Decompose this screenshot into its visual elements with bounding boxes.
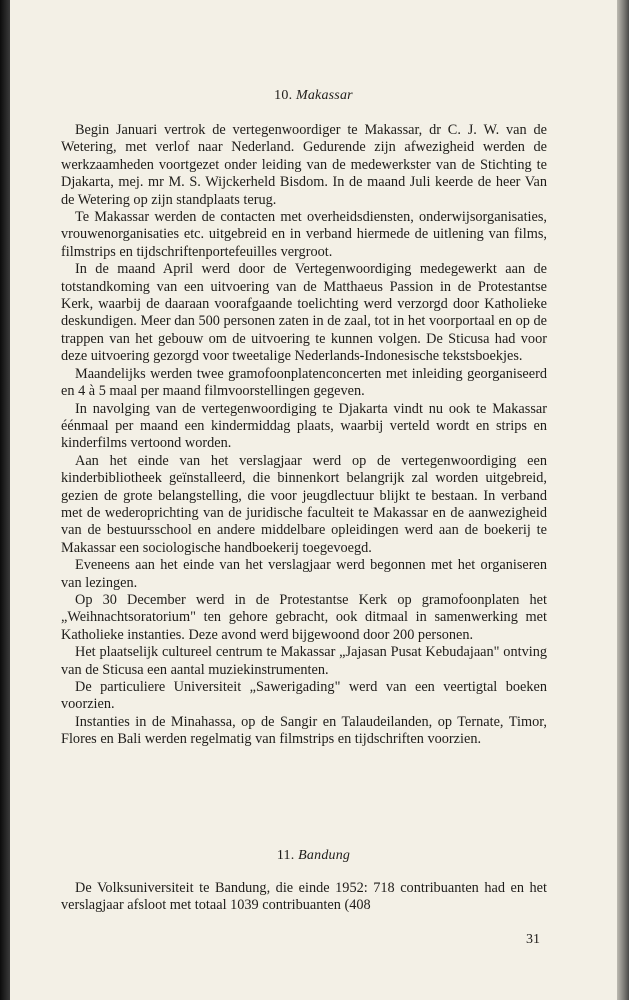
section-number: 11. [276,848,295,863]
paragraph: Te Makassar werden de contacten met overheidsdiensten, onderwijsorganisaties, vrouwenorganisaties etc. uitgebreid en in verband hiermede de uitlening van films, filmstrips en tijdschriftenportefeuilles vergroot. [61,209,547,260]
paragraph: De particuliere Universiteit „Sawerigading" werd van een veertigtal boeken voorzien. [61,679,547,713]
scan-left-edge [0,0,10,1000]
scan-right-edge [617,0,629,1000]
paragraph: Aan het einde van het verslagjaar werd op de vertegenwoordiging een kinderbibliotheek geïnstalleerd, die binnenkort belangrijk zal worden uitgebreid, gezien de grote belangstelling, die voor jeugdlectuur blijkt te bestaan. In verband met de wederoprichting van de juridische faculteit te Makassar en de aanwezigheid van de bestuursschool en andere middelbare opleidingen werd aan de boekerij te Makassar een sociologische handboekerij toegevoegd. [61,452,547,556]
section-body-bandung [61,880,547,915]
paragraph: Eveneens aan het einde van het verslagjaar werd begonnen met het organiseren van lezingen. [61,557,547,591]
paragraph: Maandelijks werden twee gramofoonplatenconcerten met inleiding georganiseerd en 4 à 5 maal per maand filmvoorstellingen gegeven. [61,365,547,400]
paragraph: Instanties in de Minahassa, op de Sangir en Talaudeilanden, op Ternate, Timor, Flores en Bali werden regelmatig van filmstrips en tijdschriften voorzien. [61,713,547,748]
section-heading-bandung [10,848,617,864]
paragraph: Begin Januari vertrok de vertegenwoordiger te Makassar, dr C. J. W. van de Wetering, met verlof naar Nederland. Gedurende zijn afwezigheid werden de werkzaamheden voortgezet onder leiding van de medewerkster van de Stichting te Djakarta, mej. mr M. S. Wijckerheld Bisdom. In de maand Juli keerde de heer Van de Wetering op zijn standplaats terug. [61,122,547,208]
section-title: Makassar [295,88,353,103]
paragraph: In navolging van de vertegenwoordiging te Djakarta vindt nu ook te Makassar éénmaal per maand een kindermiddag plaats, waarbij verteld wordt en strips en kinderfilms vertoond worden. [61,400,547,452]
paragraph: In de maand April werd door de Vertegenwoordiging medegewerkt aan de totstandkoming van een uitvoering van de Matthaeus Passion in de Protestantse Kerk, waarbij de daaraan voorafgaande toelichting werd verzorgd door Katholieke deskundigen. Meer dan 500 personen zaten in de zaal, tot in het voorportaal en op de trappen van het gebouw om de uitvoering te kunnen volgen. De Sticusa had voor deze uitvoering gezorgd voor tweetalige Nederlands-Indonesische tekstsboekjes. [61,261,547,365]
page-number: 31 [526,932,540,947]
paragraph: Het plaatselijk cultureel centrum te Makassar „Jajasan Pusat Kebudajaan" ontving van de Sticusa een aantal muziekinstrumenten. [61,644,547,678]
paragraph: De Volksuniversiteit te Bandung, die einde 1952: 718 contribuanten had en het verslagjaar afsloot met totaal 1039 contribuanten (408 [61,880,547,914]
section-title: Bandung [298,848,351,863]
section-number: 10. [274,88,293,103]
document-page [10,0,617,1000]
paragraph: Op 30 December werd in de Protestantse Kerk op gramofoonplaten het „Weihnachtsoratorium" ten gehore gebracht, ook ditmaal in samenwerking met Katholieke instanties. Deze avond werd bijgewoond door 200 personen. [61,591,547,643]
section-body-makassar [61,122,547,749]
section-heading-makassar [10,88,617,104]
